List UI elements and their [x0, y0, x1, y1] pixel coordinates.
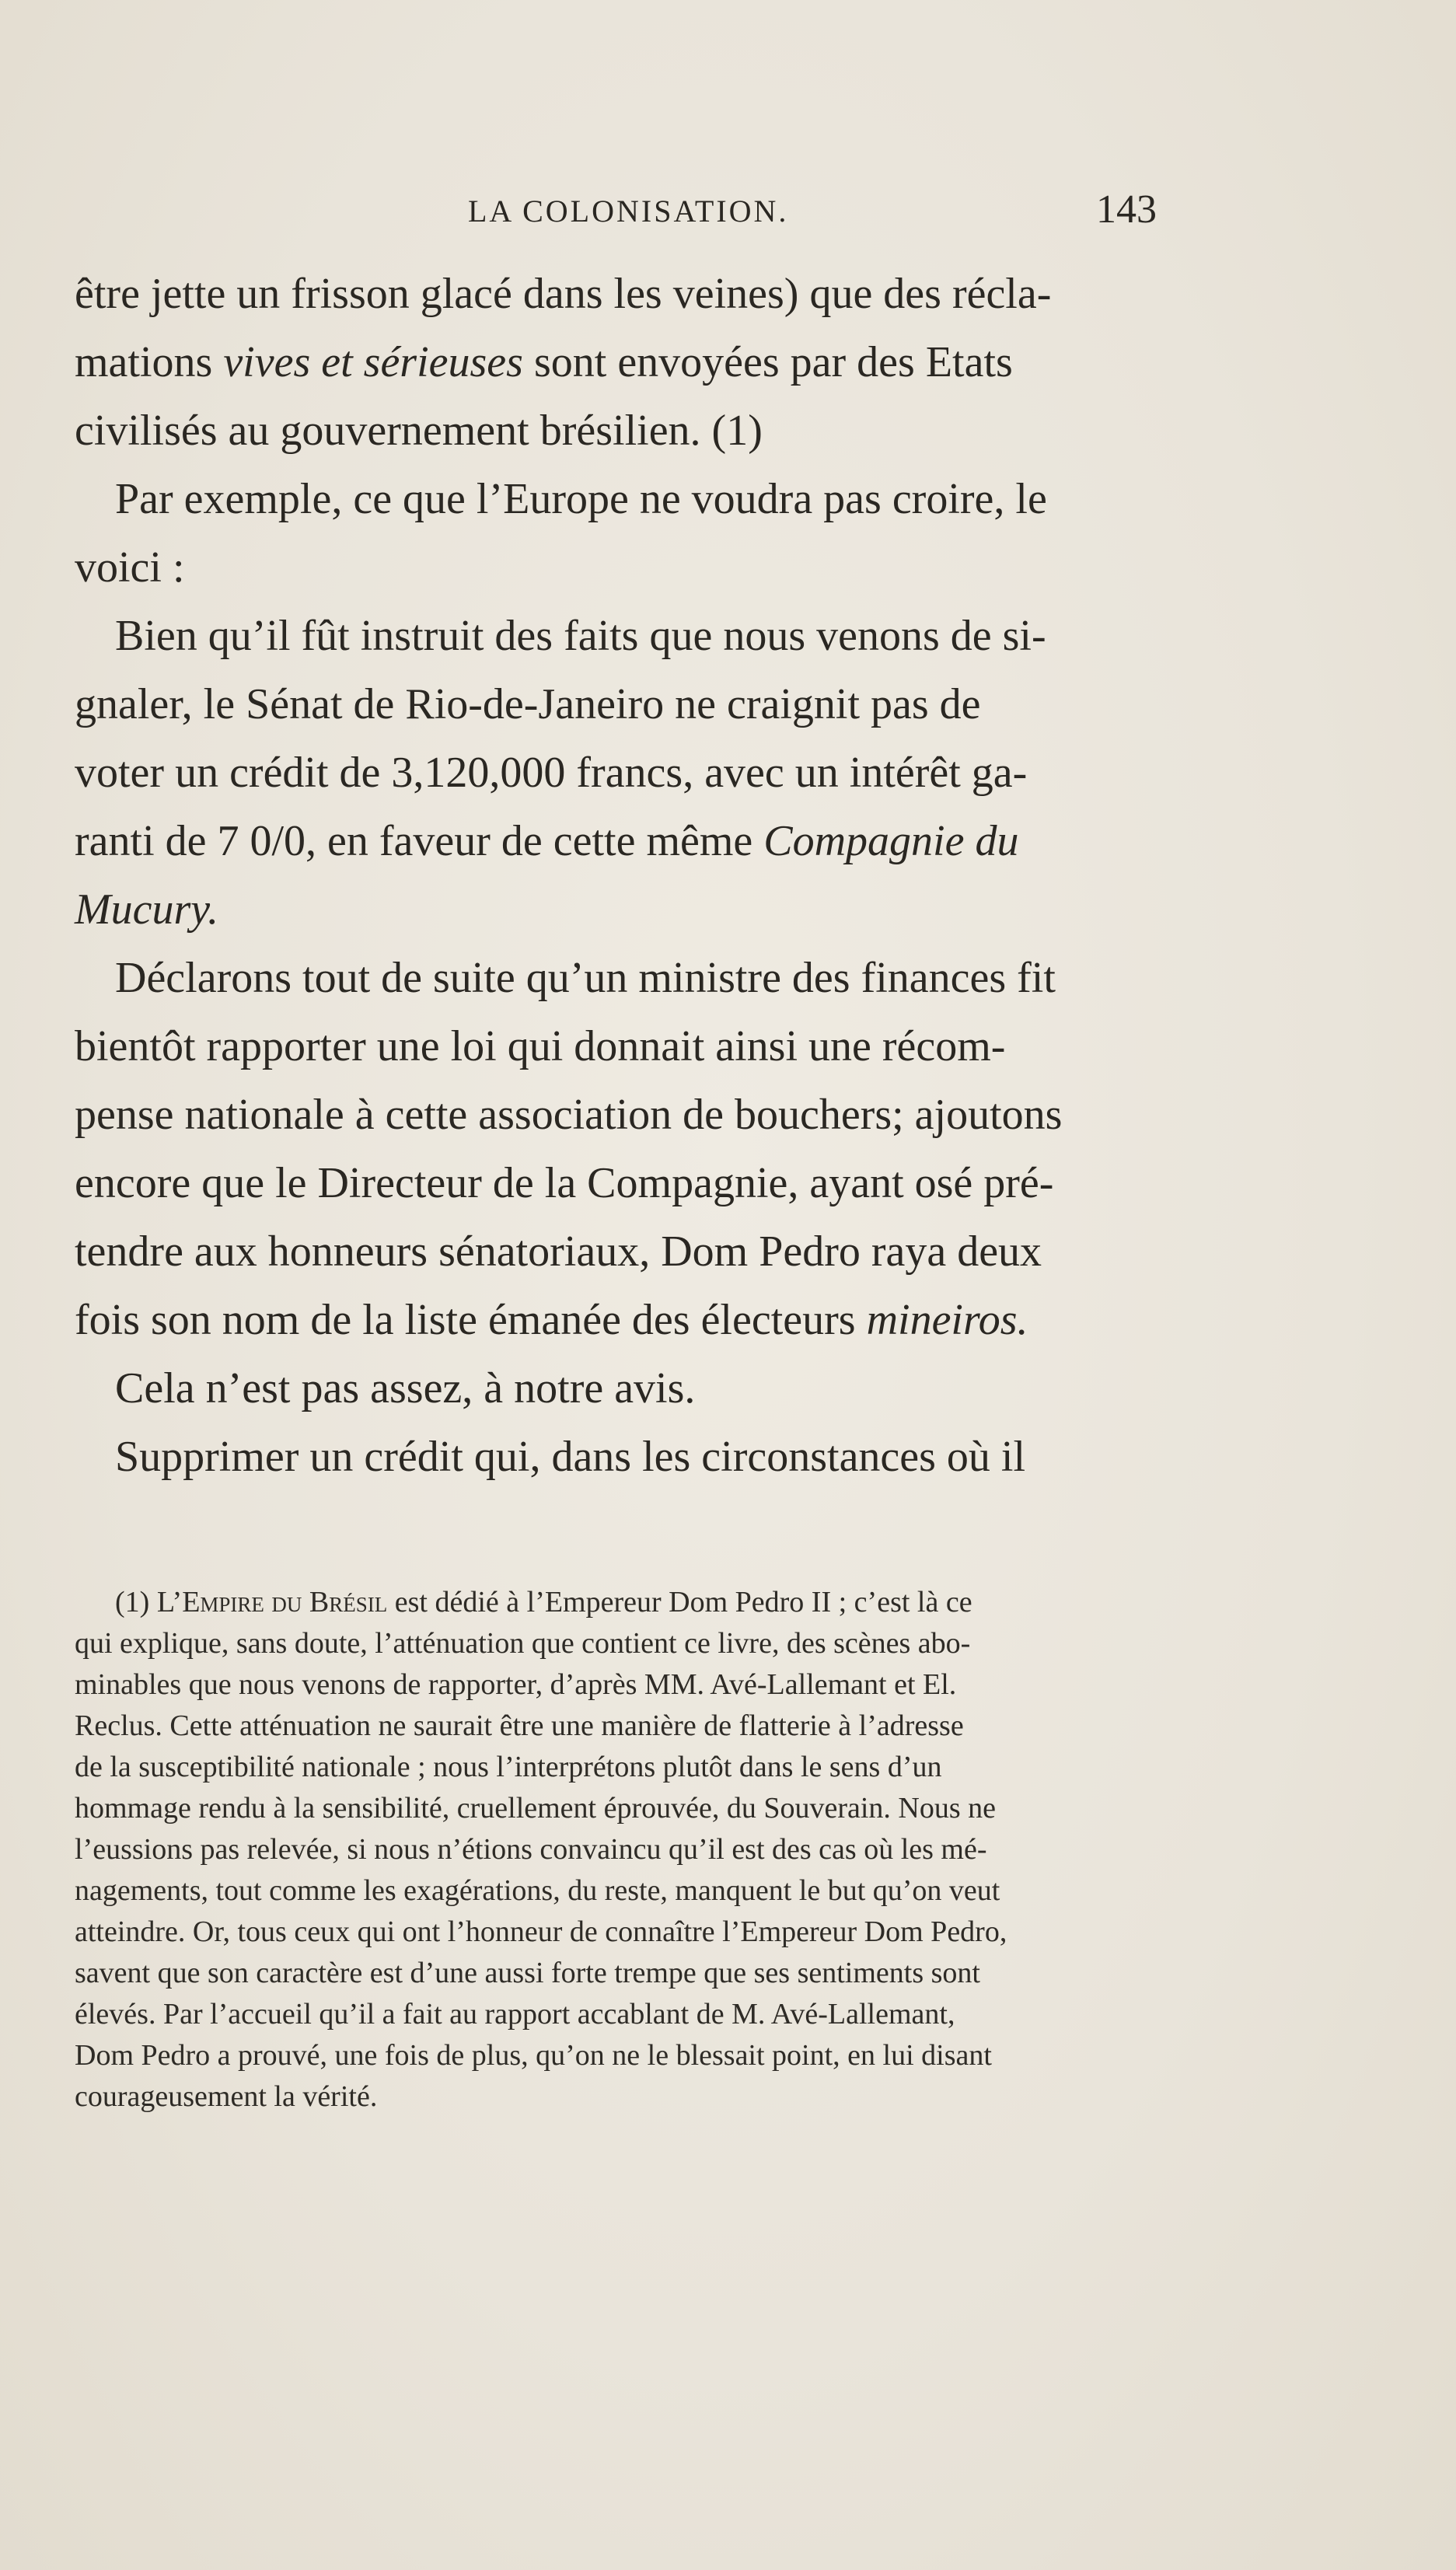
- footnote-line: nagements, tout comme les exagérations, du reste, manquent le but qu’on veut: [75, 1874, 1000, 1907]
- paragraph-start: Bien qu’il fût instruit des faits que nous venons de si-: [115, 612, 1046, 660]
- page-header: [75, 185, 1157, 239]
- footnote-line: Reclus. Cette atténuation ne saurait être une manière de flatterie à l’adresse: [75, 1709, 964, 1742]
- paragraph-start: Par exemple, ce que l’Europe ne voudra pas croire, le: [115, 475, 1047, 523]
- text-line: être jette un frisson glacé dans les veines) que des récla-: [75, 270, 1052, 318]
- footnote-line: courageusement la vérité.: [75, 2080, 378, 2113]
- text-line: civilisés au gouvernement brésilien. (1): [75, 407, 763, 455]
- italic-phrase: Mucury.: [75, 885, 219, 934]
- footnote-line: minables que nous venons de rapporter, d’après MM. Avé-Lallemant et El.: [75, 1668, 957, 1701]
- footnote-line: savent que son caractère est d’une aussi forte trempe que ses sentiments sont: [75, 1957, 980, 1989]
- footnote-line: élevés. Par l’accueil qu’il a fait au rapport accablant de M. Avé-Lallemant,: [75, 1998, 955, 2031]
- text-line: tendre aux honneurs sénatoriaux, Dom Pedro raya deux: [75, 1227, 1042, 1276]
- footnote-line: l’eussions pas relevée, si nous n’étions convaincu qu’il est des cas où les mé-: [75, 1833, 987, 1866]
- footnote-line: atteindre. Or, tous ceux qui ont l’honneur de connaître l’Empereur Dom Pedro,: [75, 1915, 1007, 1948]
- footnote: [75, 1582, 1157, 2118]
- main-text: [75, 260, 1157, 1491]
- text-line: mations vives et sérieuses sont envoyées par des Etats: [75, 338, 1013, 386]
- text-line: voter un crédit de 3,120,000 francs, avec un intérêt ga-: [75, 749, 1028, 797]
- text-line: [75, 875, 1157, 944]
- footnote-marker: (1): [115, 1586, 150, 1618]
- text-line: encore que le Directeur de la Compagnie, ayant osé pré-: [75, 1159, 1054, 1207]
- text-line: voici :: [75, 543, 185, 592]
- text-line: gnaler, le Sénat de Rio-de-Janeiro ne craignit pas de: [75, 680, 981, 728]
- paragraph-start: Déclarons tout de suite qu’un ministre des finances fit: [115, 954, 1056, 1002]
- footnote-line: (1) L’Empire du Brésil est dédié à l’Empereur Dom Pedro II ; c’est là ce: [115, 1586, 972, 1618]
- text-line: pense nationale à cette association de bouchers; ajoutons: [75, 1091, 1063, 1139]
- footnote-line: hommage rendu à la sensibilité, cruellement éprouvée, du Souverain. Nous ne: [75, 1792, 997, 1824]
- text-line: bientôt rapporter une loi qui donnait ainsi une récom-: [75, 1022, 1006, 1070]
- italic-phrase: Compagnie du: [763, 817, 1019, 865]
- text-line: ranti de 7 0/0, en faveur de cette même Compagnie du: [75, 817, 1019, 865]
- italic-phrase: mineiros.: [866, 1296, 1028, 1344]
- footnote-line: Dom Pedro a prouvé, une fois de plus, qu’on ne le blessait point, en lui disant: [75, 2039, 992, 2072]
- italic-phrase: vives et sérieuses: [223, 338, 523, 386]
- footnote-line: de la susceptibilité nationale ; nous l’interprétons plutôt dans le sens d’un: [75, 1751, 942, 1783]
- running-title: LA COLONISATION.: [468, 194, 789, 229]
- book-title: L’Empire du Brésil: [156, 1586, 388, 1618]
- paragraph-start: Supprimer un crédit qui, dans les circonstances où il: [115, 1433, 1026, 1481]
- text-line: fois son nom de la liste émanée des électeurs mineiros.: [75, 1296, 1028, 1344]
- page-number: 143: [1096, 187, 1157, 232]
- paragraph-start: Cela n’est pas assez, à notre avis.: [115, 1364, 696, 1412]
- footnote-line: qui explique, sans doute, l’atténuation que contient ce livre, des scènes abo-: [75, 1627, 971, 1660]
